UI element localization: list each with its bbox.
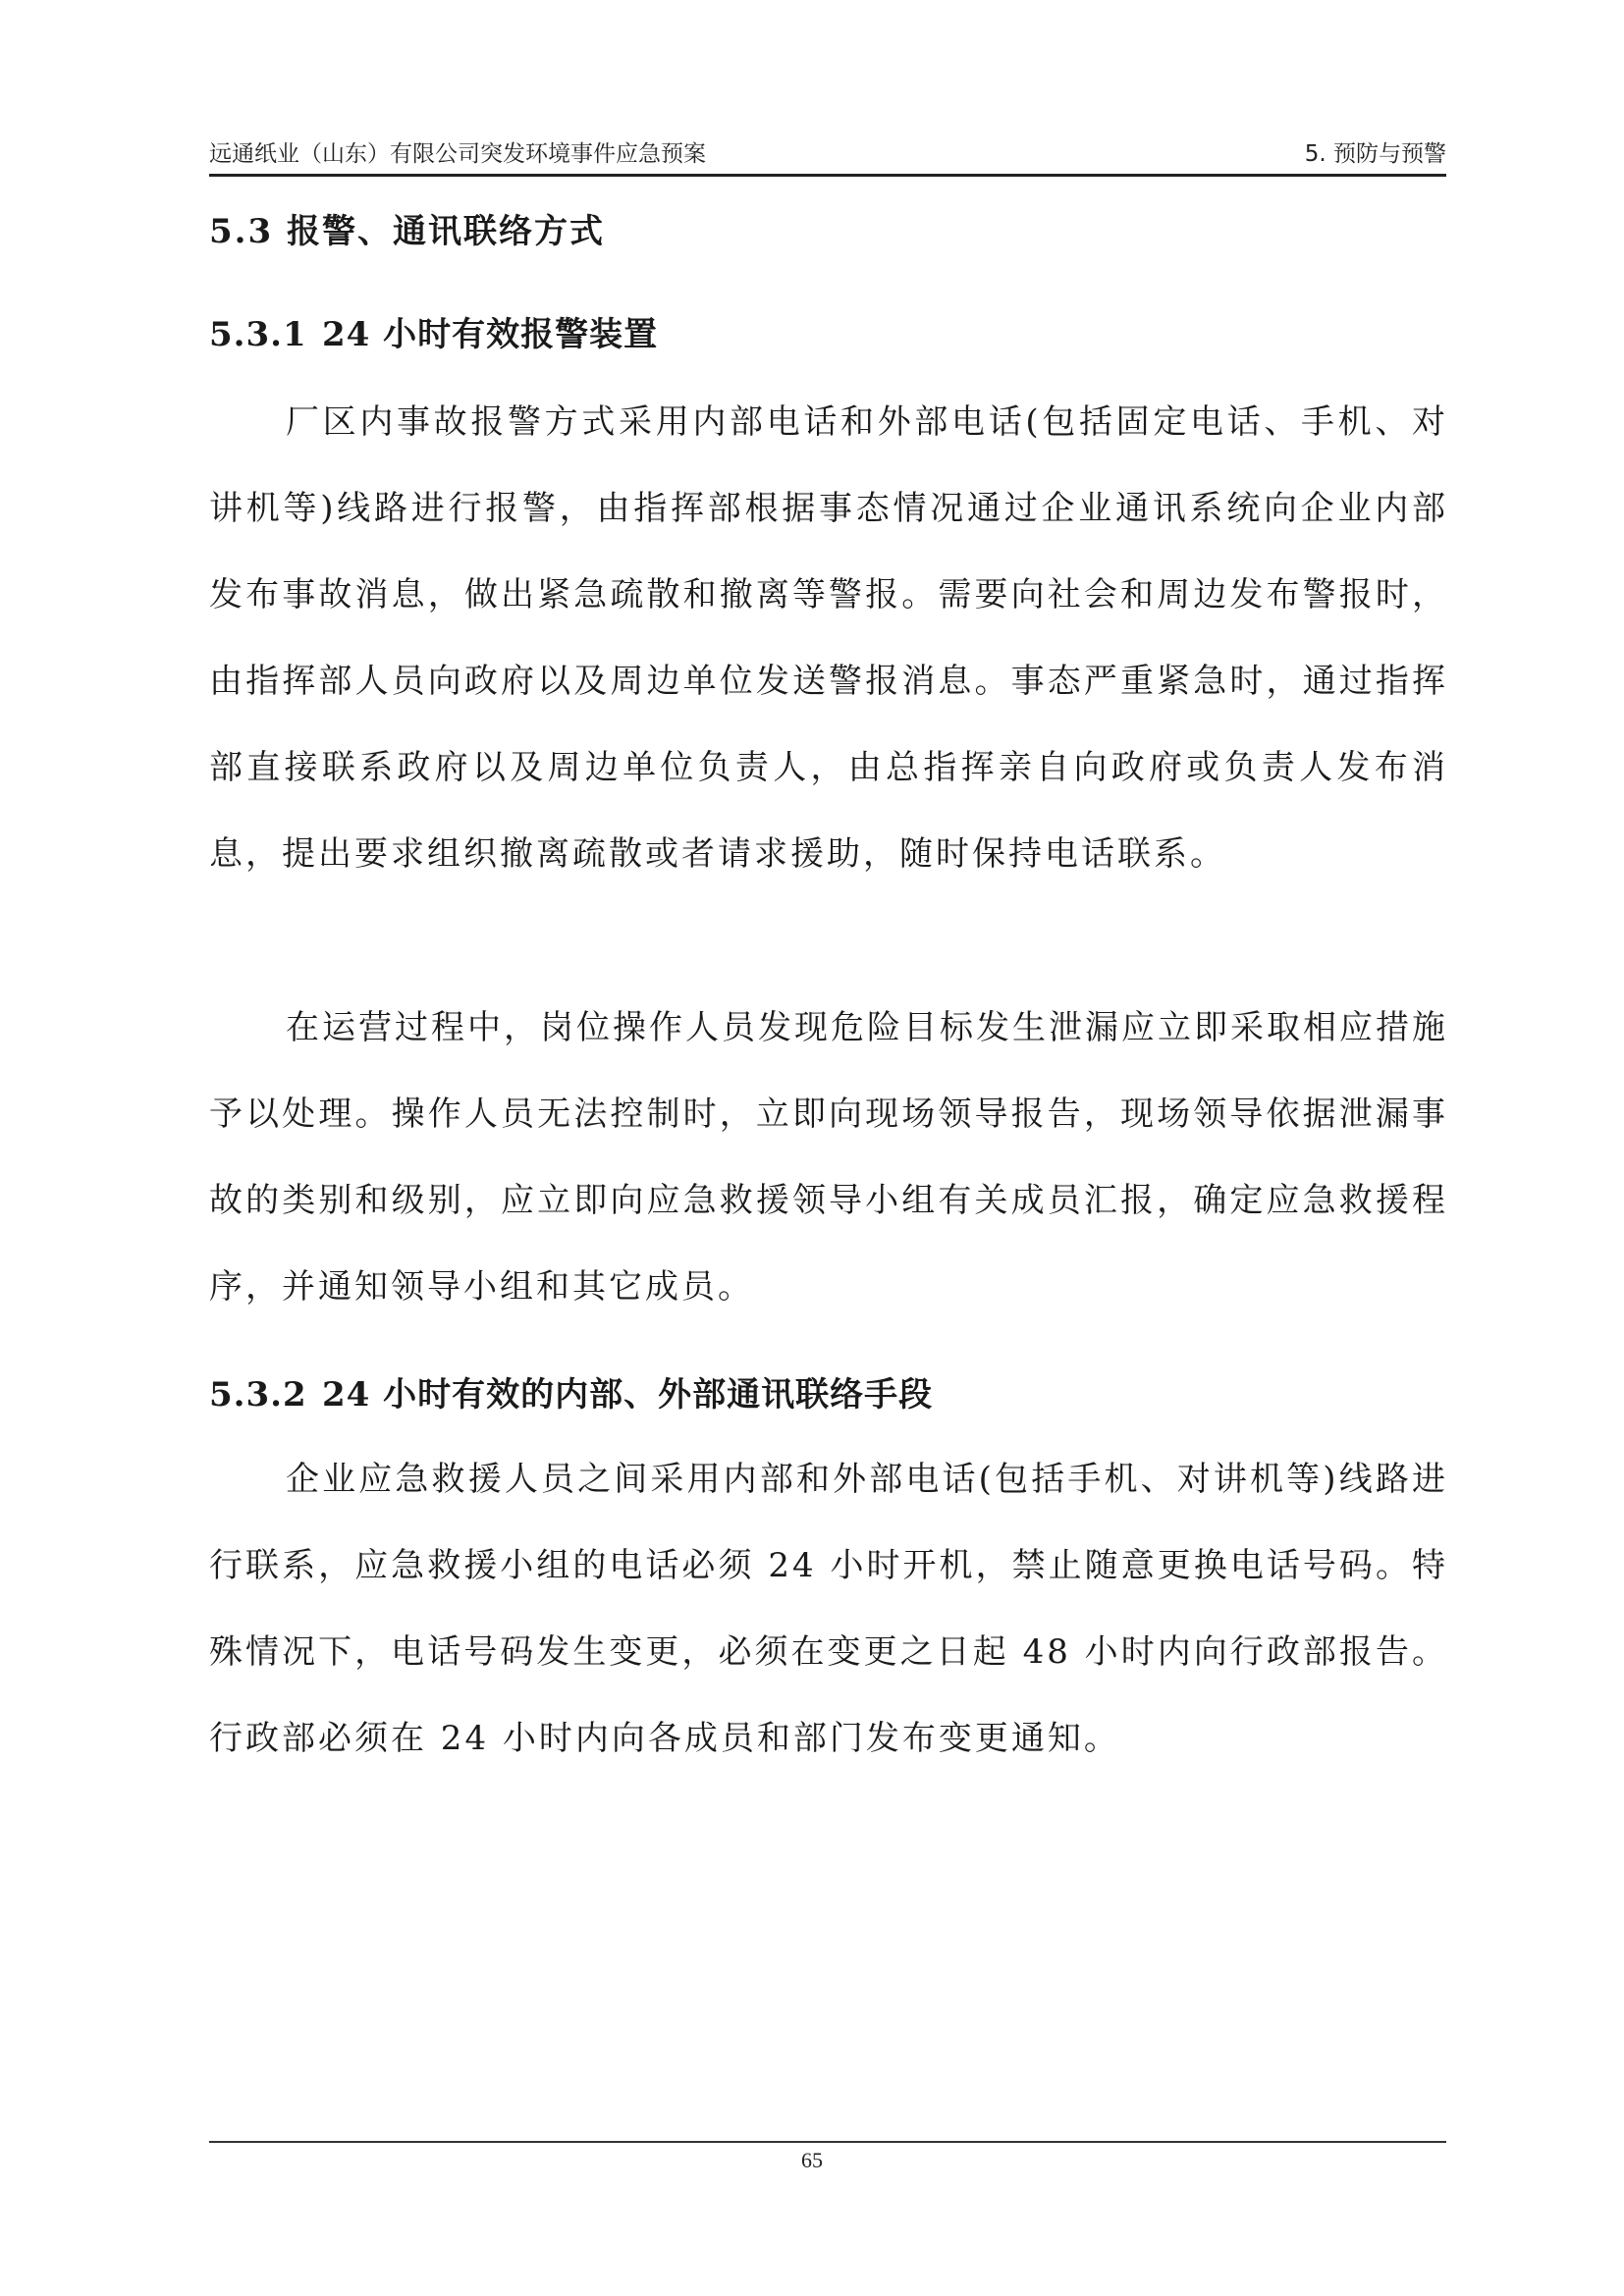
page-header bbox=[209, 137, 1446, 177]
paragraph-leak-response: 在运营过程中，岗位操作人员发现危险目标发生泄漏应立即采取相应措施予以处理。操作人员无法控制时，立即向现场领导报告，现场领导依据泄漏事故的类别和级别，应立即向应急救援领导小组有关成员汇报，确定应急救援程序，并通知领导小组和其它成员。 bbox=[209, 1008, 1448, 1307]
page-number: 65 bbox=[801, 2148, 823, 2172]
footer-divider bbox=[209, 2141, 1446, 2143]
header-document-title: 远通纸业（山东）有限公司突发环境事件应急预案 bbox=[209, 141, 706, 167]
paragraph-communication: 企业应急救援人员之间采用内部和外部电话(包括手机、对讲机等)线路进行联系，应急救援小组的电话必须 24 小时开机，禁止随意更换电话号码。特殊情况下，电话号码发生变更，必须在变更之日起 48 小时内向行政部报告。行政部必须在 24 小时内向各成员和部门发布变更通知。 bbox=[209, 1460, 1448, 1758]
subsection-title: 24 小时有效的内部、外部通讯联络手段 bbox=[322, 1375, 934, 1415]
paragraph-alarm-methods: 厂区内事故报警方式采用内部电话和外部电话(包括固定电话、手机、对讲机等)线路进行报警，由指挥部根据事态情况通过企业通讯系统向企业内部发布事故消息，做出紧急疏散和撤离等警报。需要向社会和周边发布警报时，由指挥部人员向政府以及周边单位发送警报消息。事态严重紧急时，通过指挥部直接联系政府以及周边单位负责人，由总指挥亲自向政府或负责人发布消息，提出要求组织撤离疏散或者请求援助，随时保持电话联系。 bbox=[209, 402, 1448, 874]
header-chapter-title: 5. 预防与预警 bbox=[1304, 141, 1446, 167]
section-heading: 5.3 报警、通讯联络方式 bbox=[209, 212, 605, 251]
subsection-heading-1 bbox=[209, 307, 658, 355]
subsection-heading-2 bbox=[209, 1367, 933, 1415]
subsection-title: 24 小时有效报警装置 bbox=[322, 315, 659, 354]
subsection-number: 5.3.1 bbox=[209, 315, 307, 354]
subsection-number: 5.3.2 bbox=[209, 1375, 307, 1415]
